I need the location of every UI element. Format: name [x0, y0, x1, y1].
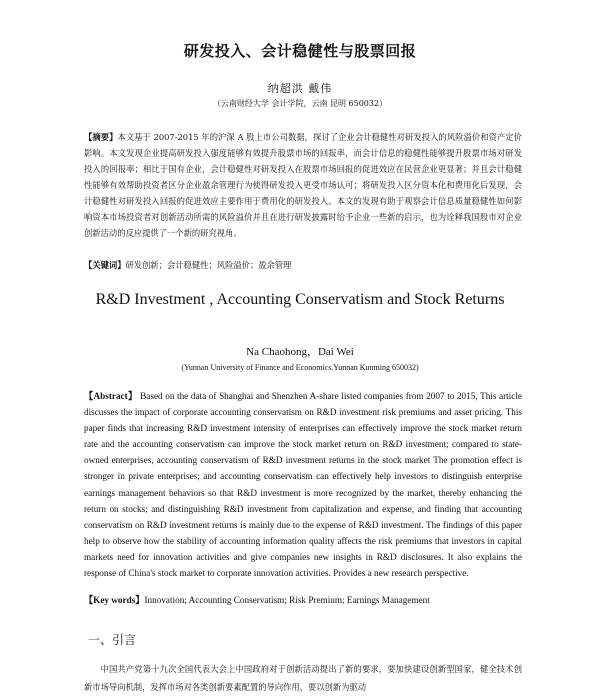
chinese-keywords-label: 【关键词】 — [84, 260, 126, 270]
english-abstract — [84, 388, 522, 581]
intro-paragraph: 中国共产党第十九次全国代表大会上中国政府对于创新活动提出了新的要求，要加快建设创新型国家，健全技术创新市场导向机制，发挥市场对各类创新要素配置的导向作用，要以创新为驱动 — [84, 664, 522, 692]
english-title: R&D Investment , Accounting Conservatism and Stock Returns — [95, 291, 505, 308]
chinese-authors: 纳超洪 戴伟 — [267, 82, 333, 95]
english-keywords-text: Innovation; Accounting Conservatism; Risk Premium; Earnings Management — [144, 595, 430, 605]
chinese-abstract — [84, 129, 522, 241]
chinese-title: 研发投入、会计稳健性与股票回报 — [183, 42, 417, 60]
chinese-keywords — [84, 257, 522, 273]
english-affiliation: (Yunnan University of Finance and Economics.Yunnan Kunming 650032) — [181, 363, 419, 372]
chinese-abstract-label: 【摘要】 — [84, 132, 118, 142]
english-keywords — [84, 592, 522, 608]
chinese-affiliation: （云南财经大学 会计学院，云南 昆明 650032） — [212, 99, 388, 108]
english-abstract-text: Based on the data of Shanghai and Shenzhen A-share listed companies from 2007 to 2015, This article discusses the impact of corporate accounting conservatism on R&D investment risk premiums and asset pricing. This paper finds that increasing R&D investment intensity of enterprises can effectively improve the stock market return rate and the accounting conservatism can improve the stock market return on R&D investment; compared to state-owned enterprises, accounting conservatism of R&D investment returns in the stock market The promotion effect is stronger in private enterprises; and accounting conservatism can effectively help investors to distinguish enterprise earnings management behaviors so that R&D investment is more recognized by the market, thereby enhancing the return on stocks; and distinguishing R&D investment from capitalization and expense, and finding that accounting conservatism on R&D investment returns is mainly due to the expense of R&D investment. The findings of this paper help to observe how the stability of accounting information quality affects the risk premiums that investors in capital markets need for innovation activities and give companies new insights in R&D disclosures. It also explains the response of China's stock market to corporate innovation activities. Provides a new research perspective. — [84, 391, 522, 579]
chinese-abstract-text: 本文基于 2007-2015 年的沪深 A 股上市公司数据，探讨了企业会计稳健性对研发投入的风险溢价和资产定价影响。本文发现企业提高研发投入强度能够有效提升股票市场的回报率，而会计信息的稳健性能够提升股票市场对研发投入的回报率；相比于国有企业，会计稳健性对研发投入在股票市场回报的促进效应在民营企业更显著；并且会计稳健性能够有效帮助投资者区分企业盈余管理行为使得研发投入更受市场认可；将研发投入区分资本化和费用化后发现，会计稳健性对研发投入回报的促进效应主要作用于费用化的研发投入。本文的发现有助于观察会计信息质量稳健性如何影响资本市场投资者对创新活动所需的风险溢价并且在进行研发披露时给予企业一些新的启示，也为诠释我国股市对企业创新活动的反应提供了一个新的研究视角。 — [84, 132, 522, 238]
english-authors: Na Chaohong，Dai Wei — [246, 346, 354, 358]
section-heading: 一、引言 — [88, 633, 137, 647]
english-keywords-label: 【Key words】 — [84, 595, 145, 605]
chinese-keywords-text: 研发创新；会计稳健性；风险溢价；盈余管理 — [125, 260, 292, 270]
english-abstract-label: 【Abstract】 — [84, 391, 138, 401]
